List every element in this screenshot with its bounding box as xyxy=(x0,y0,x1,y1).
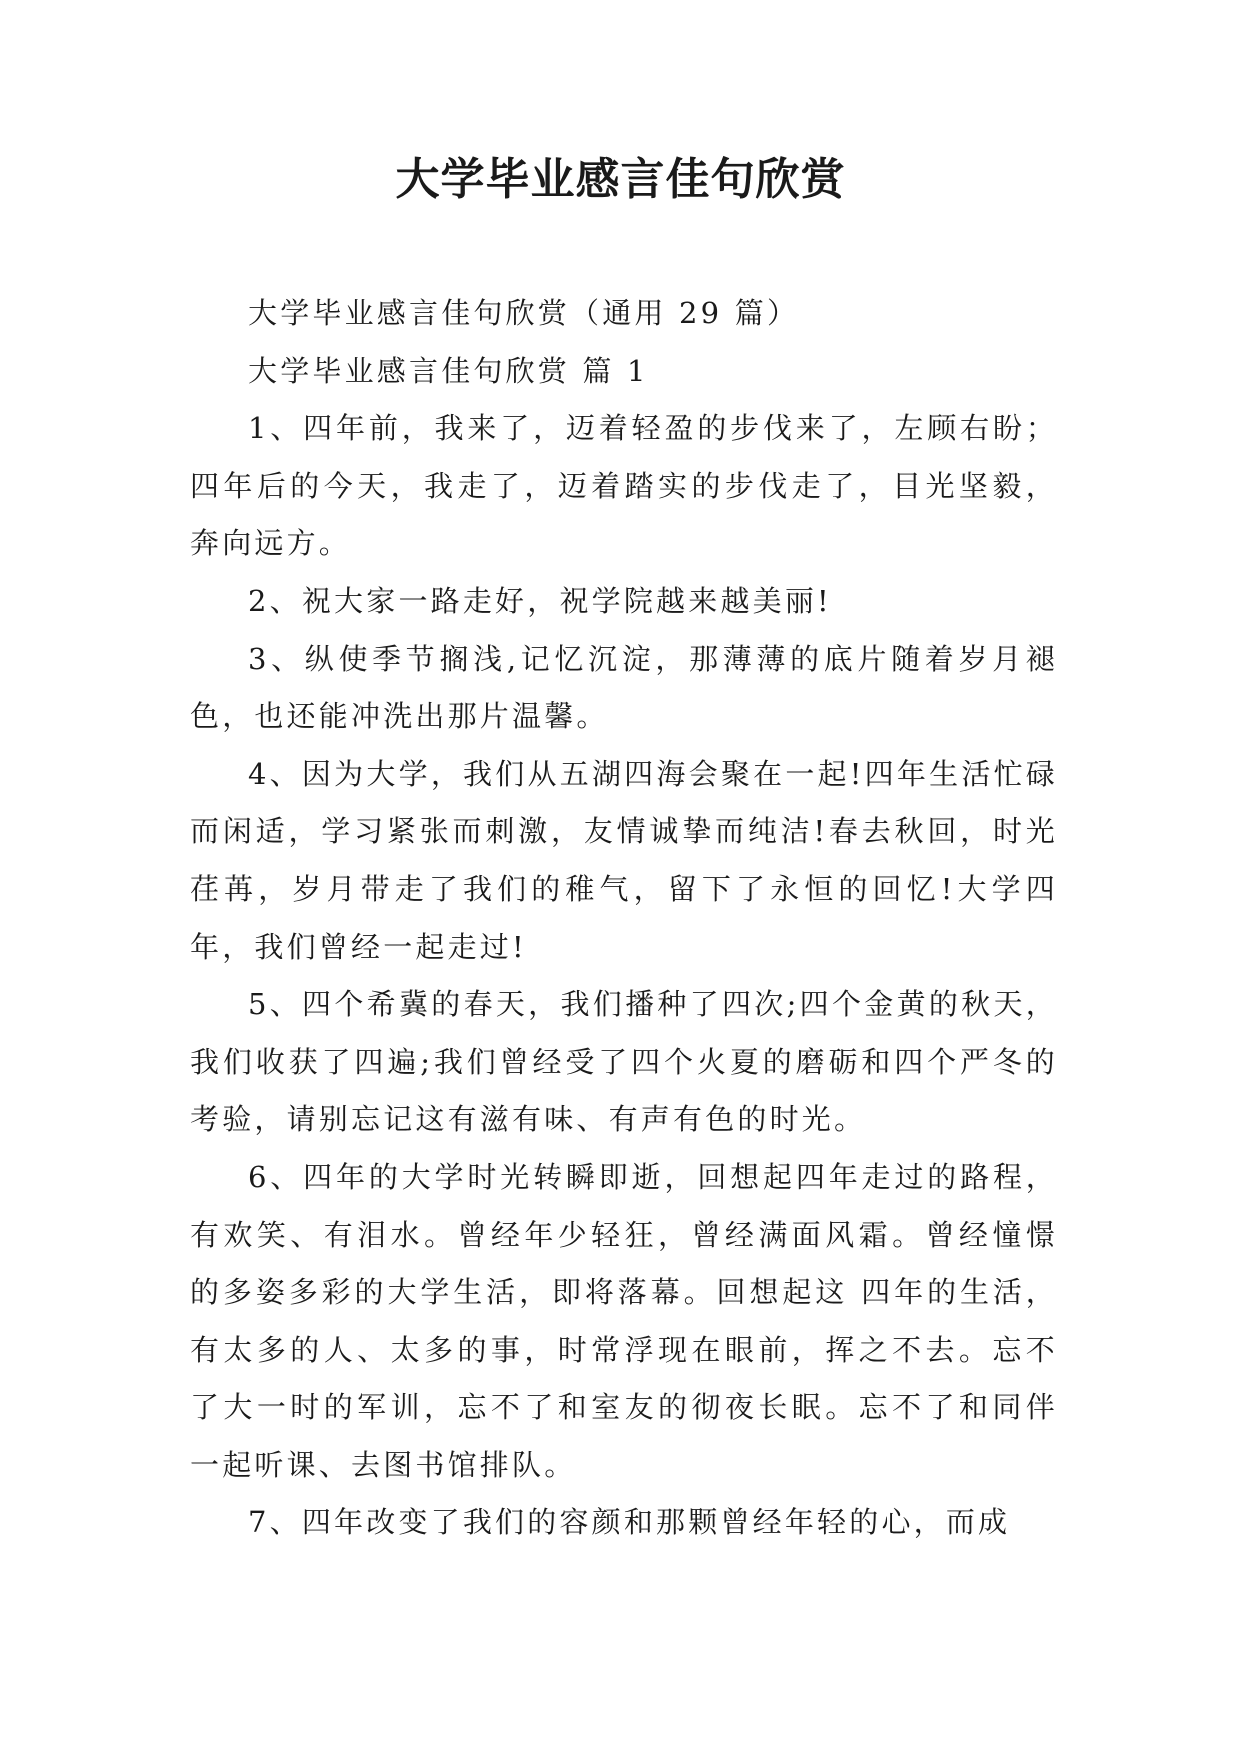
paragraph-1: 1、四年前，我来了，迈着轻盈的步伐来了，左顾右盼；四年后的今天，我走了，迈着踏实的步伐走了，目光坚毅，奔向远方。 xyxy=(190,411,1058,561)
paragraph-5: 5、四个希冀的春天，我们播种了四次;四个金黄的秋天，我们收获了四遍;我们曾经受了四个火夏的磨砺和四个严冬的考验，请别忘记这有滋有味、有声有色的时光。 xyxy=(190,987,1058,1137)
paragraph-7: 7、四年改变了我们的容颜和那颗曾经年轻的心，而成 xyxy=(248,1505,1011,1540)
document-title: 大学毕业感言佳句欣赏 xyxy=(395,154,846,205)
paragraph-2: 2、祝大家一路走好，祝学院越来越美丽! xyxy=(248,583,832,618)
paragraph-6: 6、四年的大学时光转瞬即逝，回想起四年走过的路程，有欢笑、有泪水。曾经年少轻狂，曾经满面风霜。曾经憧憬的多姿多彩的大学生活，即将落幕。回想起这 四年的生活，有太多的人、太多的事，时常浮现在眼前，挥之不去。忘不了大一时的军训，忘不了和室友的彻夜长眠。忘不了和同伴一起听课、去图书馆排队。 xyxy=(190,1159,1058,1482)
document-body xyxy=(190,285,1058,1552)
document-subtitle: 大学毕业感言佳句欣赏（通用 29 篇） xyxy=(248,296,800,330)
paragraph-4: 4、因为大学，我们从五湖四海会聚在一起!四年生活忙碌而闲适，学习紧张而刺激，友情诚挚而纯洁!春去秋回，时光荏苒，岁月带走了我们的稚气，留下了永恒的回忆!大学四年，我们曾经一起走过! xyxy=(190,756,1058,964)
section-heading: 大学毕业感言佳句欣赏 篇 1 xyxy=(248,353,649,388)
paragraph-3: 3、纵使季节搁浅,记忆沉淀，那薄薄的底片随着岁月褪色，也还能冲洗出那片温馨。 xyxy=(190,641,1058,734)
